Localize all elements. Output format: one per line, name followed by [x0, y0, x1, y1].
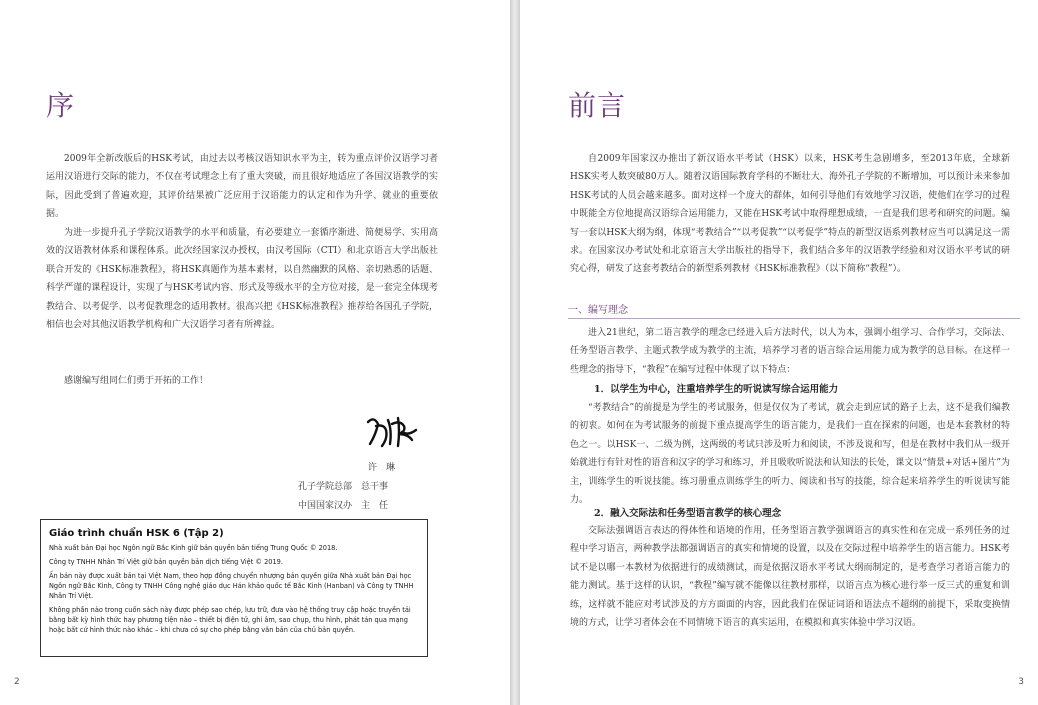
copyright-line-4: Không phần nào trong cuốn sách này được phép sao chép, lưu trữ, đưa vào hệ thống truy cập hoặc truyền tải bằng bất kỳ hình thức hay phương tiện nào – thiết bị điện tử, ghi âm, sao chụp, thu hình, phát tán qua mạng hoặc bất cứ hình thức nào khác – khi chưa có sự cho phép bằng văn bản của chủ bản quyền.	[49, 606, 411, 634]
foreword-intro: 自2009年国家汉办推出了新汉语水平考试（HSK）以来，HSK考生急剧增多，至2013年底，全球新HSK实考人数突破80万人。随着汉语国际教育学科的不断壮大、海外孔子学院的不断增加，可以预计未来参加HSK考试的人员会越来越多。面对这样一个庞大的群体，如何引导他们有效地学习汉语，使他们在学习的过程中既能全方位地提高汉语综合运用能力，又能在HSK考试中取得理想成绩，一直是我们思考和研究的问题。编写一套以HSK大纲为纲，体现“考教结合”“以考促教”“以考促学”特点的新型汉语系列教材应当可以满足这一需求。在国家汉办考试处和北京语言大学出版社的指导下，我们结合多年的汉语教学经验和对汉语水平考试的研究心得，研发了这套考教结合的新型系列教材《HSK标准教程》（以下简称“教程”）。	[570, 154, 1010, 275]
book-gutter	[510, 0, 520, 705]
signature-name: 许 琳	[368, 463, 396, 473]
preface-paragraph-2: 为进一步提升孔子学院汉语教学的水平和质量，有必要建立一套循序渐进、简便易学、实用高效的汉语教材体系和课程体系。此次经国家汉办授权，由汉考国际（CTI）和北京语言大学出版社联合开发的《HSK标准教程》，将HSK真题作为基本素材，以自然幽默的风格、亲切熟悉的话题、科学严谨的课程设计，实现了与HSK考试内容、形式及等级水平的全方位对接，是一套完全体现考教结合、以考促学、以考促教理念的适用教材。很高兴把《HSK标准教程》推荐给各国孔子学院，相信也会对其他汉语教学机构和广大汉语学习者有所裨益。	[46, 228, 438, 331]
handwritten-signature	[362, 412, 422, 452]
subheading-2-text: 交际法强调语言表达的得体性和语境的作用，任务型语言教学强调语言的真实性和在完成一系列任务的过程中学习语言，两种教学法都强调语言的真实和情境的设置，以及在交际过程中培养学生的语言能力。HSK考试不是以哪一本教材为依据进行的成绩测试，而是依据汉语水平考试大纲而制定的，是考查学习者语言能力的能力测试。基于这样的认识，“教程”编写就不能像以往教材那样，以语言点为核心进行举一反三式的重复和训练，这样就不能应对考试涉及的方方面面的内容，因此我们在保证词语和语法点不超纲的前提下，采取变换情境的方式，让学习者体会在不同情境下语言的真实运用，在模拟和真实体验中学习汉语。	[570, 526, 1010, 629]
section-divider	[568, 318, 1020, 319]
section-heading-1: 一、编写理念	[568, 305, 628, 316]
foreword-title: 前言	[568, 89, 627, 122]
preface-paragraph-3: 感谢编写组同仁们勇于开拓的工作！	[64, 376, 209, 386]
copyright-box	[40, 519, 428, 657]
page-number-right: 3	[1018, 677, 1024, 687]
subheading-1: 1．以学生为中心，注重培养学生的听说读写综合运用能力	[594, 384, 839, 395]
subheading-1-text: “考教结合”的前提是为学生的考试服务，但是仅仅为了考试，就会走到应试的路子上去，这不是我们编教的初衷。如何在为考试服务的前提下重点提高学生的语言能力，是我们一直在探索的问题，也是本套教材的特色之一。以HSK一、二级为例，这两级的考试只涉及听力和阅读，不涉及说和写，但是在教材中我们从一级开始就进行有针对性的语音和汉字的学习和练习，并且吸收听说法和认知法的长处，课文以“情景+对话+图片”为主，训练学生的听说技能。练习册重点训练学生的听力、阅读和书写的技能，综合起来培养学生的听说读写能力。	[570, 403, 1010, 506]
subheading-2: 2．融入交际法和任务型语言教学的核心理念	[594, 508, 782, 519]
preface-paragraph-1: 2009年全新改版后的HSK考试，由过去以考核汉语知识水平为主，转为重点评价汉语学习者运用汉语进行交际的能力，不仅在考试理念上有了重大突破，而且很好地适应了各国汉语教学的实际，因此受到了普遍欢迎，其评价结果被广泛应用于汉语能力的认定和作为升学、就业的重要依据。	[46, 154, 438, 220]
right-page	[520, 0, 1038, 705]
copyright-title: Giáo trình chuẩn HSK 6 (Tập 2)	[49, 528, 224, 539]
left-page	[0, 0, 510, 705]
signature-title-2: 中国国家汉办 主 任	[298, 501, 389, 511]
copyright-line-1: Nhà xuất bản Đại học Ngôn ngữ Bắc Kinh giữ bản quyền bản tiếng Trung Quốc © 2018.	[49, 544, 338, 552]
page-number-left: 2	[14, 677, 20, 687]
signature-title-1: 孔子学院总部 总干事	[298, 482, 389, 492]
copyright-line-2: Công ty TNHH Nhân Trí Việt giữ bản quyền bản dịch tiếng Việt © 2019.	[49, 558, 283, 566]
section-1-text: 进入21世纪，第二语言教学的理念已经进入后方法时代，以人为本，强调小组学习、合作学习，交际法、任务型语言教学、主题式教学成为教学的主流，培养学习者的语言综合运用能力成为教学的总目标。在这样一些理念的指导下，“教程”在编写过程中体现了以下特点：	[570, 328, 1010, 375]
preface-title: 序	[46, 89, 76, 122]
copyright-line-3: Ấn bản này được xuất bản tại Việt Nam, theo hợp đồng chuyển nhượng bản quyền giữa Nhà xuất bản Đại học Ngôn ngữ Bắc Kinh, Công ty TNHH Công nghệ giáo dục Hán khảo quốc tế Bắc Kinh (Hanban) và Công ty TNHH Nhân Trí Việt.	[49, 572, 414, 600]
